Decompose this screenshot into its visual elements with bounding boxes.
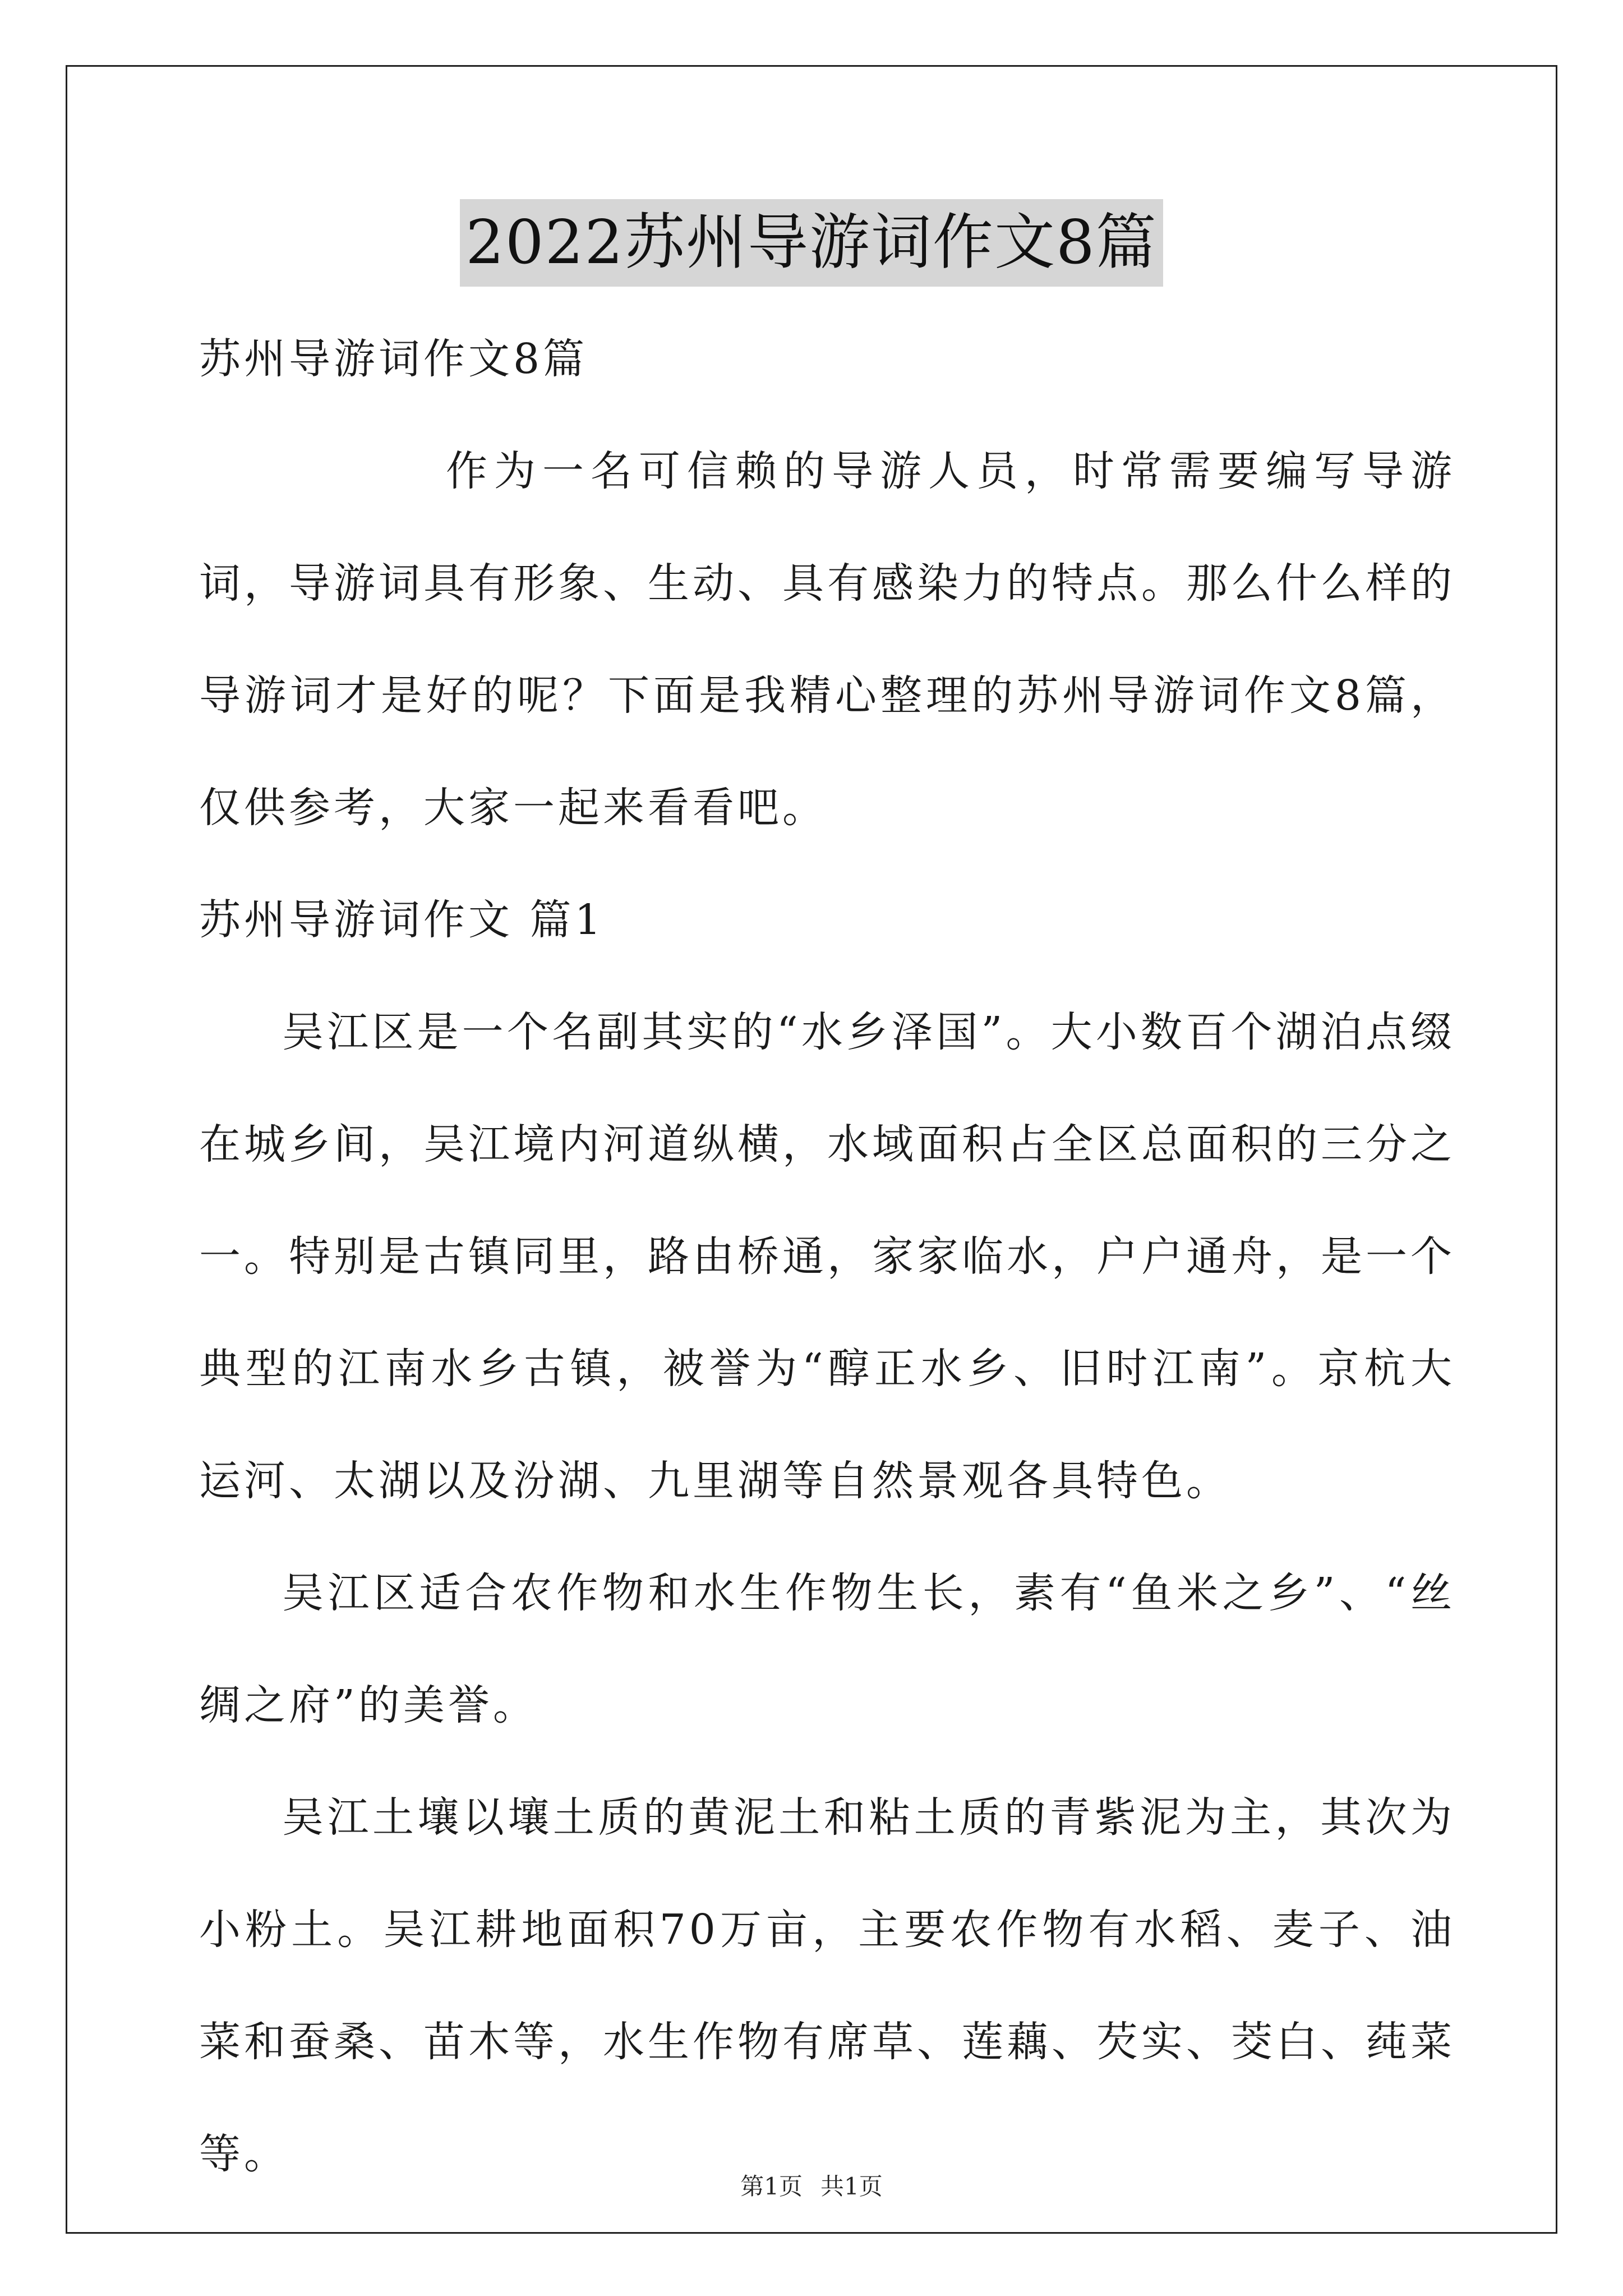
- body-paragraph: 吴江区是一个名副其实的“水乡泽国”。大小数百个湖泊点缀在城乡间，吴江境内河道纵横，水域面积占全区总面积的三分之一。特别是古镇同里，路由桥通，家家临水，户户通舟，是一个典型的江南水乡古镇，被誉为“醇正水乡、旧时江南”。京杭大运河、太湖以及汾湖、九里湖等自然景观各具特色。: [199, 1008, 1455, 1505]
- document-subtitle: 苏州导游词作文8篇: [199, 335, 588, 383]
- document-body: [199, 303, 1455, 2210]
- document-title: 2022苏州导游词作文8篇: [460, 199, 1163, 287]
- page-footer: [0, 2170, 1623, 2203]
- title-wrap: [0, 199, 1623, 287]
- section-heading: 苏州导游词作文 篇1: [199, 896, 605, 944]
- page-number: 第1页: [740, 2173, 803, 2200]
- body-paragraph: 吴江区适合农作物和水生作物生长，素有“鱼米之乡”、“丝绸之府”的美誉。: [199, 1569, 1455, 1729]
- page-total: 共1页: [820, 2173, 883, 2200]
- intro-paragraph: 作为一名可信赖的导游人员，时常需要编写导游词，导游词具有形象、生动、具有感染力的特点。那么什么样的导游词才是好的呢？下面是我精心整理的苏州导游词作文8篇，仅供参考，大家一起来看看吧。: [199, 447, 1455, 832]
- body-paragraph: 吴江土壤以壤土质的黄泥土和粘土质的青紫泥为主，其次为小粉土。吴江耕地面积70万亩，主要农作物有水稻、麦子、油菜和蚕桑、苗木等，水生作物有席草、莲藕、芡实、茭白、莼菜等。: [199, 1793, 1455, 2178]
